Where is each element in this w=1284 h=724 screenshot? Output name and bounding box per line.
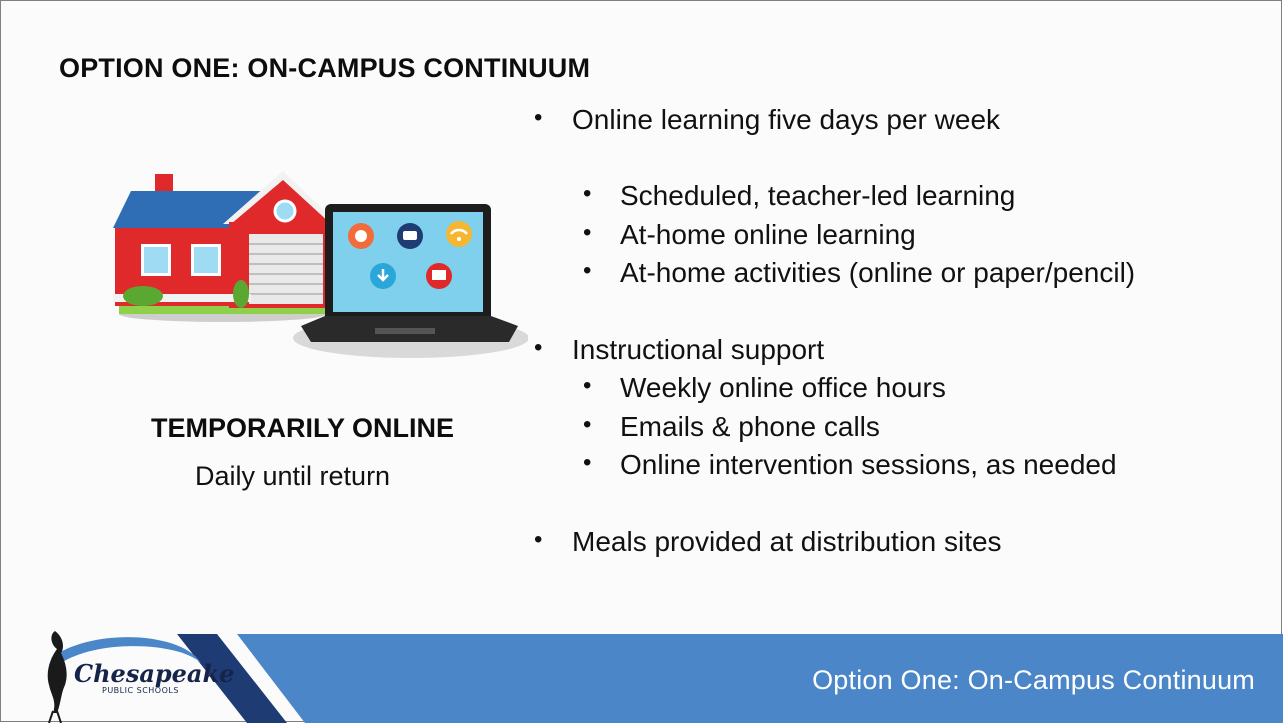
sub-bullet: • At-home online learning (620, 219, 916, 251)
footer-title: Option One: On-Campus Continuum (812, 665, 1255, 695)
house-laptop-illustration (113, 166, 528, 366)
heron-icon (48, 631, 67, 723)
laptop-icon (293, 204, 528, 358)
bullet-meals: • Meals provided at distribution sites (572, 526, 1002, 558)
sub-bullet: • Scheduled, teacher-led learning (620, 180, 1015, 212)
play-icon (348, 223, 374, 249)
logo-subtitle: PUBLIC SCHOOLS (102, 686, 179, 695)
download-icon (370, 263, 396, 289)
sub-bullet: • Emails & phone calls (620, 411, 880, 443)
mode-subcaption: Daily until return (195, 461, 391, 491)
sub-bullet: • Online intervention sessions, as needed (620, 449, 1117, 481)
bullet-online-learning: • Online learning five days per week (572, 104, 1000, 136)
house-icon (113, 171, 338, 322)
logo-name: Chesapeake (74, 659, 235, 688)
monitor-icon (426, 263, 452, 289)
chat-icon (397, 223, 423, 249)
sub-bullet: • Weekly online office hours (620, 372, 946, 404)
mode-caption: TEMPORARILY ONLINE (151, 413, 455, 443)
wifi-icon (446, 221, 472, 247)
bullet-instructional-support: • Instructional support (572, 334, 824, 366)
slide-title: OPTION ONE: ON-CAMPUS CONTINUUM (59, 53, 591, 83)
sub-bullet: • At-home activities (online or paper/pencil) (620, 257, 1135, 289)
